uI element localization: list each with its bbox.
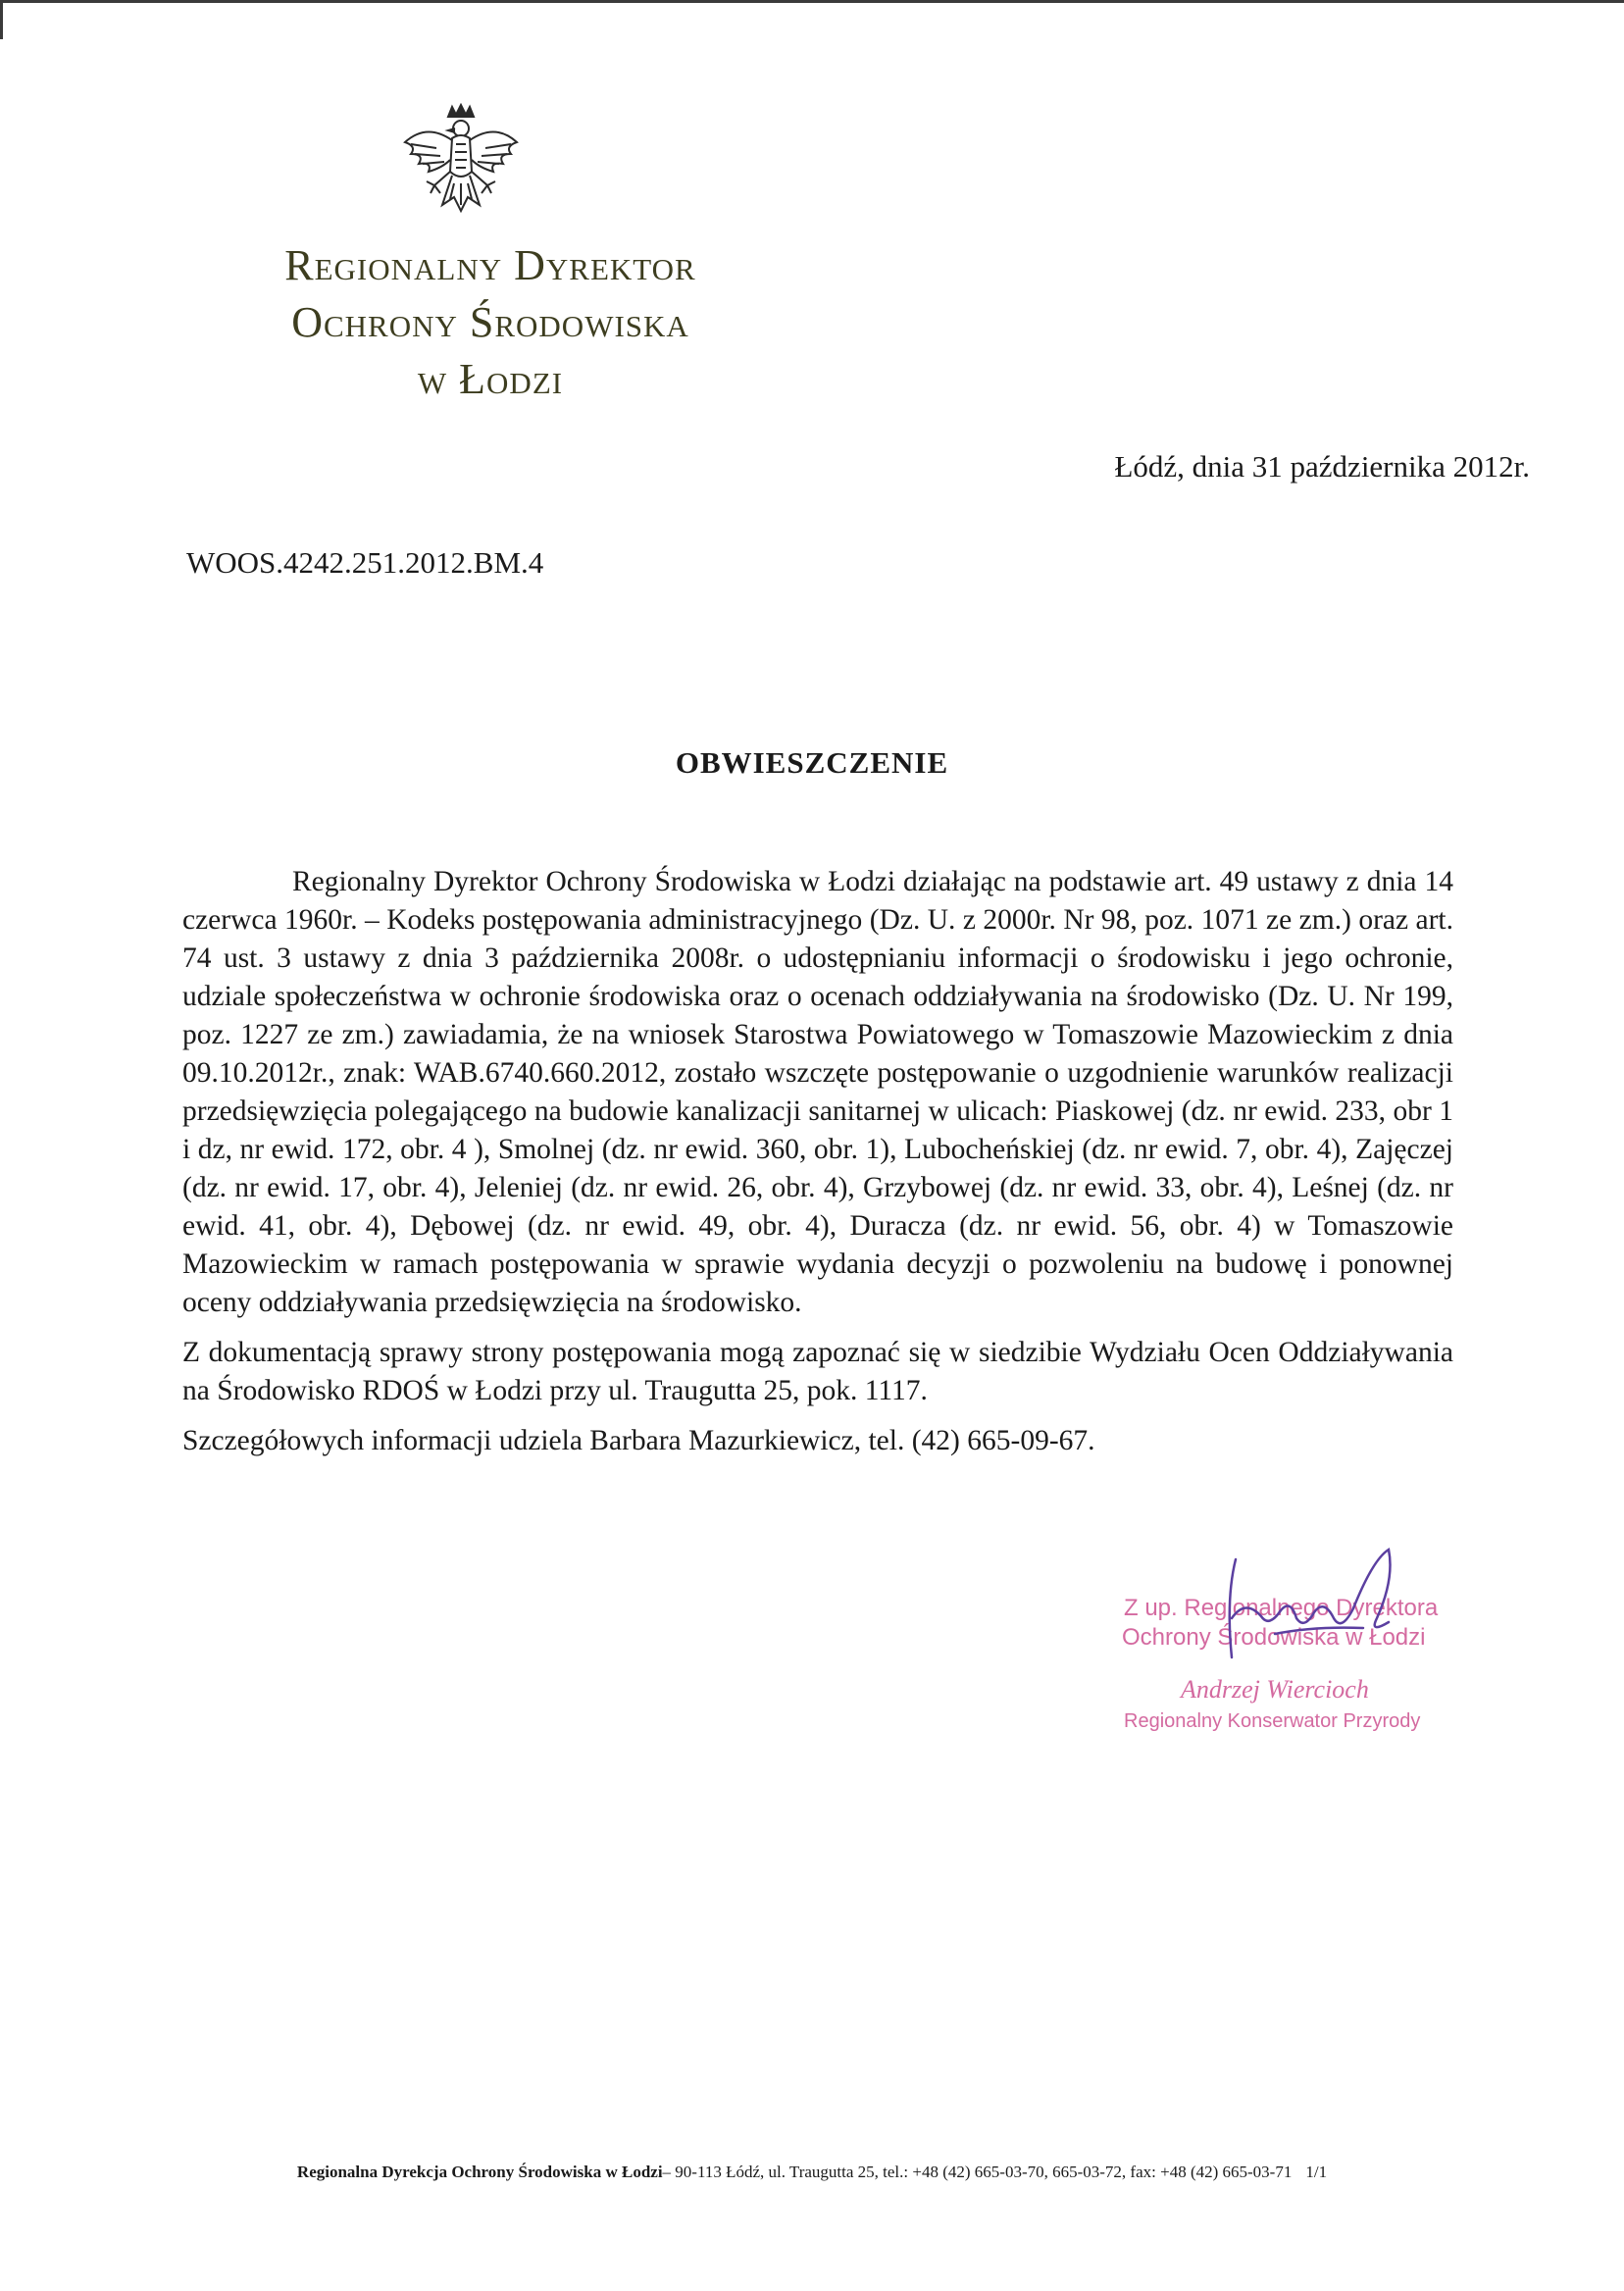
issuing-office-name [177, 237, 804, 408]
document-date: Łódź, dnia 31 października 2012r. [1114, 449, 1530, 484]
stamp-line-2: Ochrony Środowiska w Łodzi [1122, 1624, 1426, 1651]
document-title: OBWIESZCZENIE [675, 745, 949, 780]
footer-page-number: 1/1 [1305, 2163, 1328, 2181]
document-footer [0, 2163, 1624, 2182]
office-name-line-2: Ochrony Środowiska [291, 298, 689, 346]
stamp-line-4: Regionalny Konserwator Przyrody [1124, 1710, 1421, 1732]
stamp-line-3: Andrzej Wiercioch [1181, 1675, 1369, 1704]
polish-eagle-emblem-icon [397, 103, 525, 230]
office-name-line-1: Regionalny Dyrektor [284, 241, 696, 289]
stamp-line-1: Z up. Regionalnego Dyrektora [1124, 1595, 1439, 1621]
body-paragraph-2: Z dokumentacją sprawy strony postępowania mogą zapoznać się w siedzibie Wydziału Ocen Oddziaływania na Środowisko RDOŚ w Łodzi przy ul. Traugutta 25, pok. 1117. [182, 1337, 1453, 1406]
document-body [182, 863, 1453, 1472]
office-name-line-3: w Łodzi [417, 355, 564, 403]
body-paragraph-1: Regionalny Dyrektor Ochrony Środowiska w Łodzi działając na podstawie art. 49 ustawy z dnia 14 czerwca 1960r. – Kodeks postępowania administracyjnego (Dz. U. z 2000r. Nr 98, poz. 1071 ze zm.) oraz art. 74 ust. 3 ustawy z dnia 3 października 2008r. o udostępnianiu informacji o środowisku i jego ochronie, udziale społeczeństwa w ochronie środowiska oraz o ocenach oddziaływania na środowisko (Dz. U. Nr 199, poz. 1227 ze zm.) zawiadamia, że na wniosek Starostwa Powiatowego w Tomaszowie Mazowieckim z dnia 09.10.2012r., znak: WAB.6740.660.2012, zostało wszczęte postępowanie o uzgodnienie warunków realizacji przedsięwzięcia polegającego na budowie kanalizacji sanitarnej w ulicach: Piaskowej (dz. nr ewid. 233, obr 1 i dz, nr ewid. 172, obr. 4 ), Smolnej (dz. nr ewid. 360, obr. 1), Lubocheńskiej (dz. nr ewid. 7, obr. 4), Zajęczej (dz. nr ewid. 17, obr. 4), Jeleniej (dz. nr ewid. 26, obr. 4), Grzybowej (dz. nr ewid. 33, obr. 4), Leśnej (dz. nr ewid. 41, obr. 4), Dębowej (dz. nr ewid. 49, obr. 4), Duracza (dz. nr ewid. 56, obr. 4) w Tomaszowie Mazowieckim w ramach postępowania w sprawie wydania decyzji o pozwoleniu na budowę i ponownej oceny oddziaływania przedsięwzięcia na środowisko. [182, 866, 1453, 1318]
reference-number: WOOS.4242.251.2012.BM.4 [186, 545, 544, 580]
scan-edge-top [0, 0, 1624, 3]
body-paragraph-3: Szczegółowych informacji udziela Barbara Mazurkiewicz, tel. (42) 665-09-67. [182, 1425, 1095, 1456]
footer-address: – 90-113 Łódź, ul. Traugutta 25, tel.: +48 (42) 665-03-70, 665-03-72, fax: +48 (42) 665-03-71 [662, 2163, 1293, 2181]
handwritten-signature-icon [1167, 1540, 1461, 1687]
scan-edge-left [0, 0, 3, 39]
footer-organization: Regionalna Dyrekcja Ochrony Środowiska w Łodzi [296, 2163, 663, 2181]
